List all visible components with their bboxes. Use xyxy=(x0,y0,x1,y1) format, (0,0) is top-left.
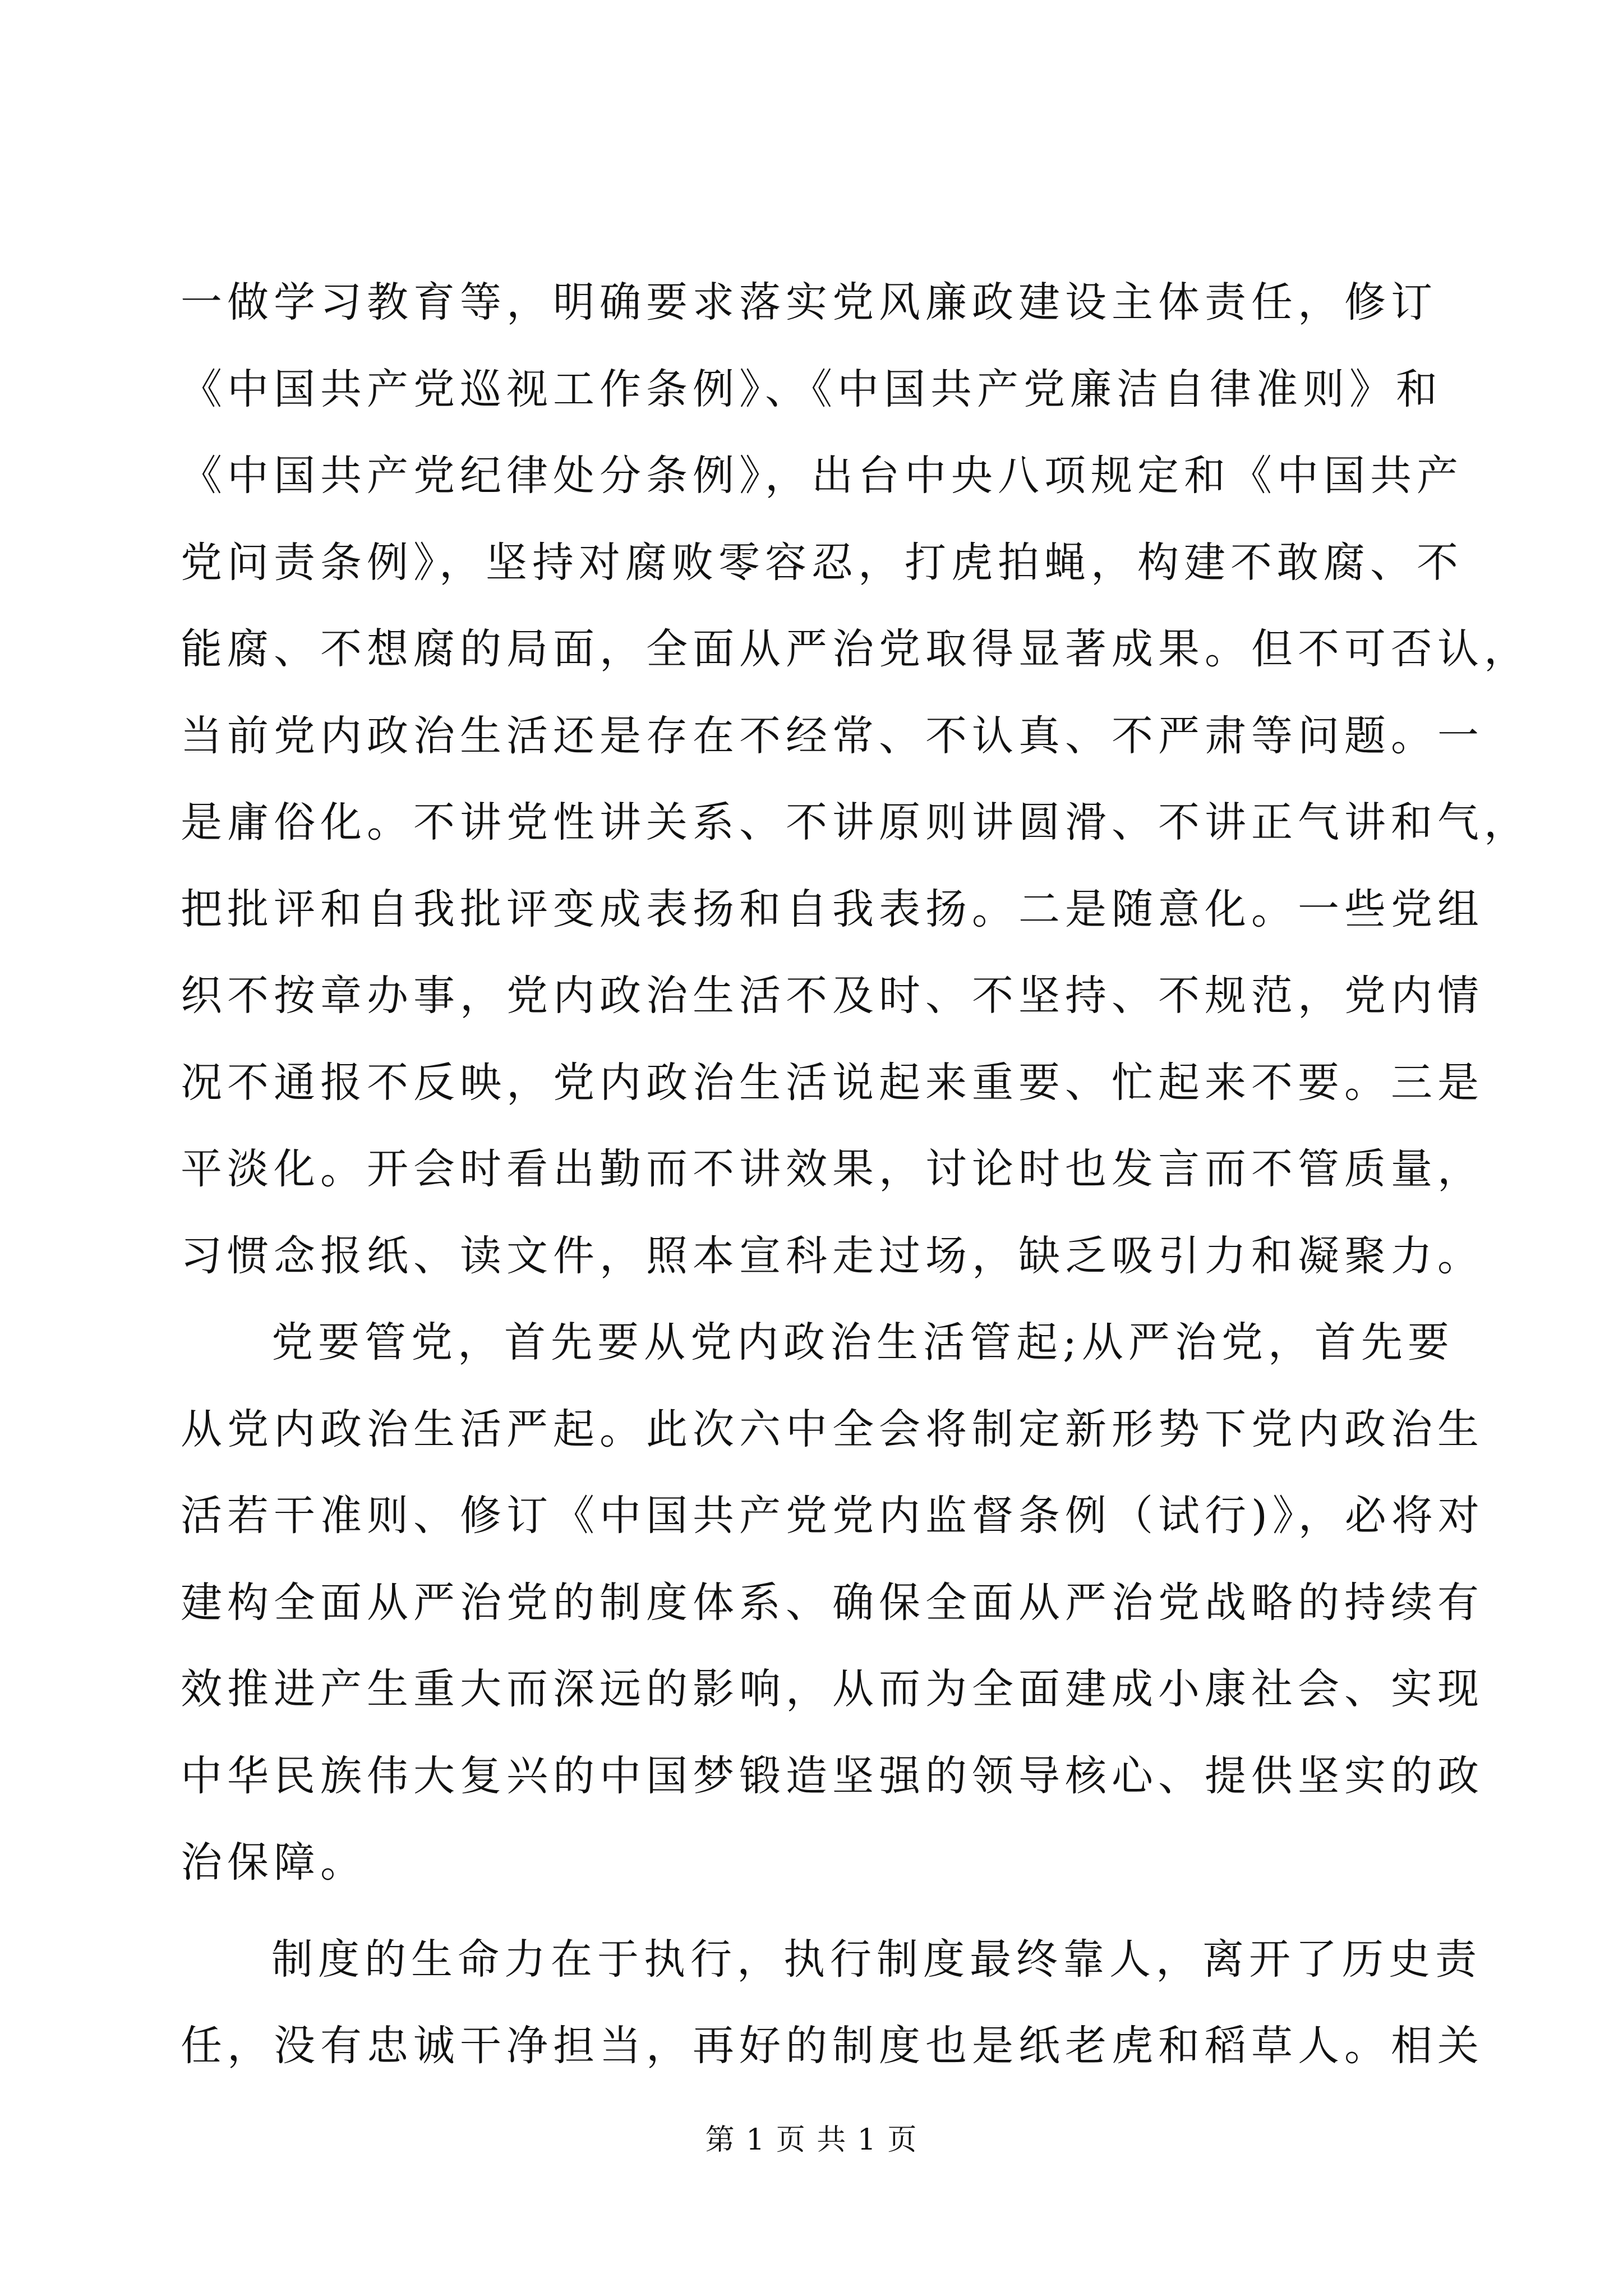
paragraph-2 xyxy=(181,1299,1484,1906)
paragraph-3 xyxy=(181,1916,1484,2090)
text-line: 党要管党，首先要从党内政治生活管起;从严治党，首先要 xyxy=(271,1318,1454,1366)
paragraph-spacing xyxy=(181,1906,1448,1916)
text-line: 况不通报不反映，党内政治生活说起来重要、忙起来不要。三是 xyxy=(181,1058,1484,1107)
text-line: 平淡化。开会时看出勤而不讲效果，讨论时也发言而不管质量， xyxy=(181,1145,1484,1193)
page-number-label: 第 1 页 共 1 页 xyxy=(705,2123,918,2157)
paragraph-1 xyxy=(181,259,1530,1299)
text-line: 是庸俗化。不讲党性讲关系、不讲原则讲圆滑、不讲正气讲和气， xyxy=(181,798,1530,846)
text-line: 活若干准则、修订《中国共产党党内监督条例（试行)》，必将对 xyxy=(181,1492,1484,1540)
text-line: 从党内政治生活严起。此次六中全会将制定新形势下党内政治生 xyxy=(181,1405,1484,1453)
text-line: 建构全面从严治党的制度体系、确保全面从严治党战略的持续有 xyxy=(181,1578,1484,1627)
text-line: 把批评和自我批评变成表扬和自我表扬。二是随意化。一些党组 xyxy=(181,885,1484,933)
text-line: 效推进产生重大而深远的影响，从而为全面建成小康社会、实现 xyxy=(181,1665,1484,1713)
text-line: 中华民族伟大复兴的中国梦锻造坚强的领导核心、提供坚实的政 xyxy=(181,1751,1484,1800)
text-line: 能腐、不想腐的局面，全面从严治党取得显著成果。但不可否认， xyxy=(181,625,1530,673)
page-footer xyxy=(0,2120,1623,2160)
text-line: 《中国共产党巡视工作条例》、《中国共产党廉洁自律准则》和 xyxy=(181,365,1442,413)
text-line: 一做学习教育等，明确要求落实党风廉政建设主体责任，修订 xyxy=(181,278,1437,326)
document-body xyxy=(181,259,1530,2090)
text-line: 习惯念报纸、读文件，照本宣科走过场，缺乏吸引力和凝聚力。 xyxy=(181,1231,1484,1280)
text-line: 织不按章办事，党内政治生活不及时、不坚持、不规范，党内情 xyxy=(181,972,1484,1020)
text-line: 任，没有忠诚干净担当，再好的制度也是纸老虎和稻草人。相关 xyxy=(181,2022,1484,2070)
text-line: 当前党内政治生活还是存在不经常、不认真、不严肃等问题。一 xyxy=(181,711,1484,760)
text-line: 《中国共产党纪律处分条例》，出台中央八项规定和《中国共产 xyxy=(181,452,1463,500)
text-line: 治保障。 xyxy=(181,1838,367,1887)
text-line: 制度的生命力在于执行，执行制度最终靠人，离开了历史责 xyxy=(271,1935,1482,1984)
text-line: 党问责条例》，坚持对腐败零容忍，打虎拍蝇，构建不敢腐、不 xyxy=(181,538,1463,587)
